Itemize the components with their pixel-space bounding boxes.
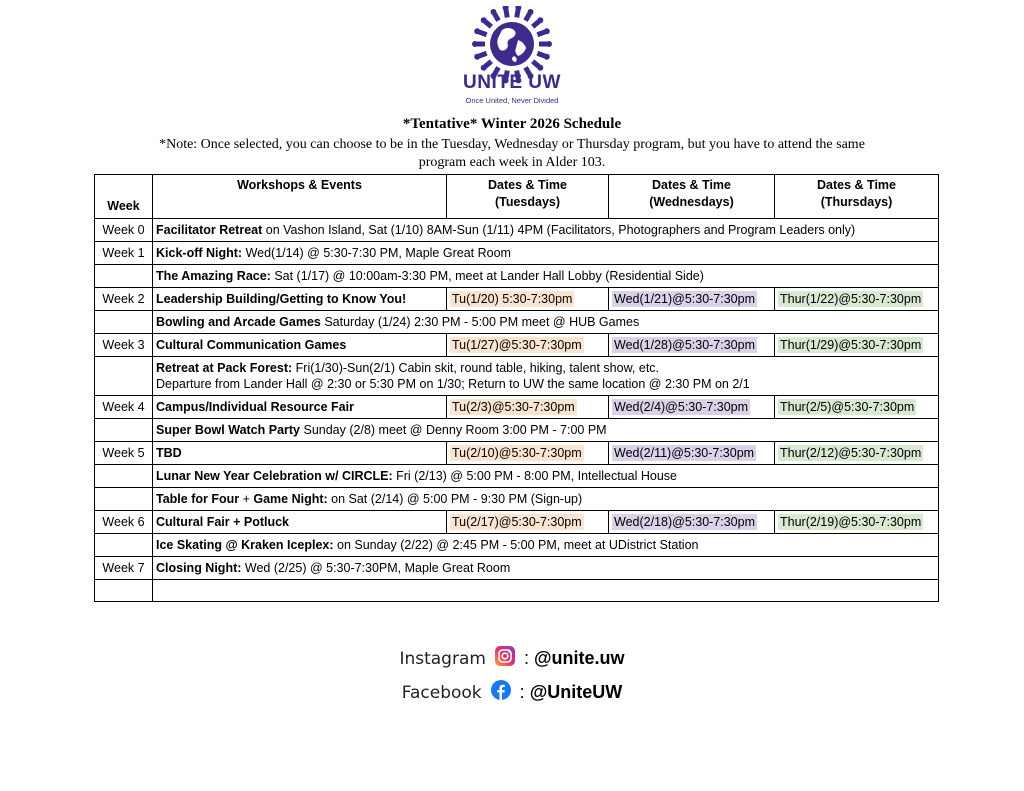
thursday-slot: Thur(2/5)@5:30-7:30pm bbox=[780, 400, 915, 414]
week-cell bbox=[95, 534, 153, 557]
event-cell bbox=[153, 557, 939, 580]
table-row bbox=[95, 488, 939, 511]
table-header-row bbox=[95, 175, 939, 219]
event-title: Campus/Individual Resource Fair bbox=[156, 400, 354, 414]
thursday-slot-cell bbox=[775, 396, 939, 419]
event-cell bbox=[153, 311, 939, 334]
tuesday-slot-cell bbox=[447, 511, 609, 534]
table-row bbox=[95, 265, 939, 288]
header-thu-line2: (Thursdays) bbox=[820, 195, 893, 209]
table-row bbox=[95, 334, 939, 357]
week-cell bbox=[95, 465, 153, 488]
table-row bbox=[95, 511, 939, 534]
event-details: on Vashon Island, Sat (1/10) 8AM-Sun (1/11) 4PM (Facilitators, Photographers and Program Leaders only) bbox=[262, 223, 856, 237]
tuesday-slot-cell bbox=[447, 288, 609, 311]
event-title: Facilitator Retreat bbox=[156, 223, 263, 237]
event-cell bbox=[153, 242, 939, 265]
facebook-icon[interactable] bbox=[491, 680, 511, 700]
schedule-table bbox=[94, 174, 939, 602]
instagram-sep: : bbox=[518, 648, 534, 668]
wednesday-slot-cell bbox=[609, 511, 775, 534]
event-title: Ice Skating @ Kraken Iceplex: bbox=[156, 538, 334, 552]
event-cell bbox=[153, 334, 447, 357]
instagram-icon[interactable] bbox=[495, 646, 515, 666]
tuesday-slot-cell bbox=[447, 334, 609, 357]
event-title: Kick-off Night: bbox=[156, 246, 243, 260]
event-cell bbox=[153, 488, 939, 511]
tuesday-slot: Tu(1/27)@5:30-7:30pm bbox=[452, 338, 582, 352]
header-wed-line2: (Wednesdays) bbox=[649, 195, 734, 209]
event-details: Wed(1/14) @ 5:30-7:30 PM, Maple Great Room bbox=[242, 246, 511, 260]
event-title-2: Game Night: bbox=[253, 492, 328, 506]
facebook-line bbox=[0, 680, 1024, 703]
header-thu-line1: Dates & Time bbox=[817, 178, 896, 192]
week-cell: Week 0 bbox=[95, 219, 153, 242]
header-thursday bbox=[775, 175, 939, 219]
week-cell bbox=[95, 488, 153, 511]
page-title: *Tentative* Winter 2026 Schedule bbox=[402, 116, 622, 132]
header-wed-line1: Dates & Time bbox=[652, 178, 731, 192]
event-joiner: + bbox=[239, 492, 254, 506]
event-title: TBD bbox=[156, 446, 182, 460]
wednesday-slot: Wed(2/11)@5:30-7:30pm bbox=[614, 446, 755, 460]
instagram-label: Instagram bbox=[399, 649, 486, 669]
wednesday-slot: Wed(1/28)@5:30-7:30pm bbox=[614, 338, 756, 352]
week-cell: Week 1 bbox=[95, 242, 153, 265]
facebook-sep: : bbox=[514, 682, 530, 702]
event-details: Wed (2/25) @ 5:30-7:30PM, Maple Great Room bbox=[241, 561, 511, 575]
tuesday-slot-cell bbox=[447, 442, 609, 465]
event-cell bbox=[153, 357, 939, 396]
table-row bbox=[95, 288, 939, 311]
header-week: Week bbox=[95, 175, 153, 219]
facebook-label: Facebook bbox=[401, 683, 482, 703]
event-cell bbox=[153, 219, 939, 242]
event-title: Leadership Building/Getting to Know You! bbox=[156, 292, 407, 306]
event-cell bbox=[153, 511, 447, 534]
event-details: Saturday (1/24) 2:30 PM - 5:00 PM meet @ HUB Games bbox=[320, 315, 640, 329]
event-cell bbox=[153, 396, 447, 419]
table-row bbox=[95, 311, 939, 334]
table-row bbox=[95, 242, 939, 265]
week-cell bbox=[95, 265, 153, 288]
thursday-slot: Thur(1/22)@5:30-7:30pm bbox=[780, 292, 922, 306]
header-events: Workshops & Events bbox=[153, 175, 447, 219]
empty-event-cell bbox=[153, 580, 939, 602]
event-title: The Amazing Race: bbox=[156, 269, 271, 283]
event-title: Bowling and Arcade Games bbox=[156, 315, 321, 329]
event-title: Lunar New Year Celebration w/ CIRCLE: bbox=[156, 469, 393, 483]
wednesday-slot: Wed(1/21)@5:30-7:30pm bbox=[614, 292, 756, 306]
week-cell: Week 7 bbox=[95, 557, 153, 580]
event-cell bbox=[153, 442, 447, 465]
instagram-handle[interactable]: @unite.uw bbox=[533, 648, 625, 668]
wednesday-slot: Wed(2/4)@5:30-7:30pm bbox=[614, 400, 749, 414]
wednesday-slot-cell bbox=[609, 288, 775, 311]
tuesday-slot: Tu(2/17)@5:30-7:30pm bbox=[452, 515, 582, 529]
event-title: Closing Night: bbox=[156, 561, 242, 575]
event-details: Sat (1/17) @ 10:00am-3:30 PM, meet at Lander Hall Lobby (Residential Side) bbox=[270, 269, 704, 283]
wednesday-slot-cell bbox=[609, 442, 775, 465]
week-cell: Week 4 bbox=[95, 396, 153, 419]
tuesday-slot: Tu(1/20) 5:30-7:30pm bbox=[452, 292, 573, 306]
event-cell bbox=[153, 288, 447, 311]
header-tuesday bbox=[447, 175, 609, 219]
thursday-slot-cell bbox=[775, 334, 939, 357]
tuesday-slot-cell bbox=[447, 396, 609, 419]
header-tue-line2: (Tuesdays) bbox=[494, 195, 561, 209]
table-row bbox=[95, 465, 939, 488]
thursday-slot-cell bbox=[775, 288, 939, 311]
week-cell: Week 6 bbox=[95, 511, 153, 534]
header-wednesday bbox=[609, 175, 775, 219]
tuesday-slot: Tu(2/10)@5:30-7:30pm bbox=[452, 446, 582, 460]
event-title: Retreat at Pack Forest: bbox=[156, 361, 293, 375]
wednesday-slot-cell bbox=[609, 396, 775, 419]
event-cell bbox=[153, 465, 939, 488]
event-details: Sunday (2/8) meet @ Denny Room 3:00 PM - 7:00 PM bbox=[300, 423, 607, 437]
table-row bbox=[95, 534, 939, 557]
logo-wordmark: UNITE UW bbox=[463, 72, 561, 93]
week-cell: Week 3 bbox=[95, 334, 153, 357]
thursday-slot-cell bbox=[775, 511, 939, 534]
week-cell bbox=[95, 311, 153, 334]
event-details-line2: Departure from Lander Hall @ 2:30 or 5:30 PM on 1/30; Return to UW the same location @ 2:30 PM on 2/1 bbox=[156, 377, 750, 391]
event-title: Table for Four bbox=[156, 492, 240, 506]
table-row bbox=[95, 357, 939, 396]
event-cell bbox=[153, 265, 939, 288]
table-row bbox=[95, 396, 939, 419]
table-row bbox=[95, 219, 939, 242]
week-cell: Week 2 bbox=[95, 288, 153, 311]
event-details: Fri (2/13) @ 5:00 PM - 8:00 PM, Intellectual House bbox=[392, 469, 677, 483]
logo-tagline: Once United, Never Divided bbox=[465, 96, 559, 105]
thursday-slot: Thur(1/29)@5:30-7:30pm bbox=[780, 338, 922, 352]
event-details: Fri(1/30)-Sun(2/1) Cabin skit, round table, hiking, talent show, etc. bbox=[292, 361, 660, 375]
header-tue-line1: Dates & Time bbox=[488, 178, 567, 192]
week-cell bbox=[95, 419, 153, 442]
week-cell bbox=[95, 357, 153, 396]
facebook-handle[interactable]: @UniteUW bbox=[529, 682, 623, 702]
event-details: on Sunday (2/22) @ 2:45 PM - 5:00 PM, meet at UDistrict Station bbox=[333, 538, 699, 552]
event-details: on Sat (2/14) @ 5:00 PM - 9:30 PM (Sign-up) bbox=[327, 492, 583, 506]
thursday-slot-cell bbox=[775, 442, 939, 465]
wednesday-slot-cell bbox=[609, 334, 775, 357]
tuesday-slot: Tu(2/3)@5:30-7:30pm bbox=[452, 400, 575, 414]
event-title: Cultural Fair + Potluck bbox=[156, 515, 290, 529]
table-row bbox=[95, 442, 939, 465]
table-row bbox=[95, 419, 939, 442]
wednesday-slot: Wed(2/18)@5:30-7:30pm bbox=[614, 515, 756, 529]
empty-row bbox=[95, 580, 939, 602]
thursday-slot: Thur(2/19)@5:30-7:30pm bbox=[780, 515, 922, 529]
event-title: Cultural Communication Games bbox=[156, 338, 347, 352]
thursday-slot: Thur(2/12)@5:30-7:30pm bbox=[780, 446, 922, 460]
empty-week-cell bbox=[95, 580, 153, 602]
event-title: Super Bowl Watch Party bbox=[156, 423, 301, 437]
event-cell bbox=[153, 419, 939, 442]
table-row bbox=[95, 557, 939, 580]
schedule-note: *Note: Once selected, you can choose to be in the Tuesday, Wednesday or Thursday program, but you have to attend the same program each week in Alder 103. bbox=[159, 137, 865, 170]
instagram-line bbox=[0, 646, 1024, 669]
event-cell bbox=[153, 534, 939, 557]
week-cell: Week 5 bbox=[95, 442, 153, 465]
